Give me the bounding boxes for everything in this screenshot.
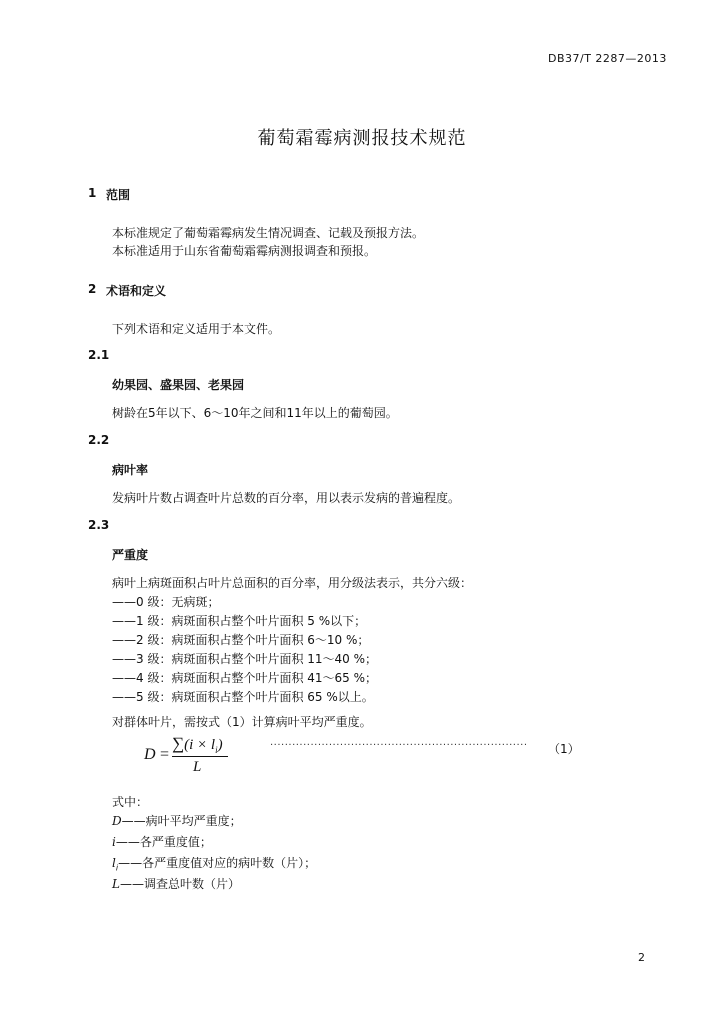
- clause-2-2-number: 2.2: [88, 433, 110, 447]
- where-item-L: [112, 875, 240, 892]
- section-1-heading: 范围: [106, 188, 131, 202]
- formula-leader-dots: ······································································: [270, 740, 528, 751]
- where-text: ——病叶平均严重度；: [121, 814, 242, 828]
- formula-lhs: D: [144, 746, 156, 763]
- where-text: ——调查总叶数（片）: [119, 877, 240, 891]
- clause-2-2-term: 病叶率: [112, 463, 149, 477]
- where-item-i: [112, 833, 212, 850]
- section-2-intro: 下列术语和定义适用于本文件。: [112, 322, 281, 336]
- section-1-paragraph-1: 本标准规定了葡萄霜霉病发生情况调查、记载及预报方法。: [112, 226, 425, 240]
- where-label: 式中：: [112, 795, 149, 809]
- document-title: 葡萄霜霉病测报技术规范: [257, 128, 467, 149]
- where-symbol: l: [112, 856, 116, 870]
- where-symbol: L: [112, 877, 120, 891]
- grade-1: ——1 级：病斑面积占整个叶片面积 5 %以下；: [112, 614, 367, 628]
- grade-0: ——0 级：无病斑；: [112, 595, 220, 609]
- grade-2: ——2 级：病斑面积占整个叶片面积 6～10 %；: [112, 633, 370, 647]
- severity-formula: [144, 734, 228, 780]
- clause-2-1-term: 幼果园、盛果园、老果园: [112, 378, 245, 392]
- where-symbol: D: [112, 814, 122, 828]
- clause-2-1-number: 2.1: [88, 348, 110, 362]
- numerator-close: ): [217, 737, 223, 753]
- formula-denominator: L: [193, 759, 202, 775]
- clause-2-3-number: 2.3: [88, 518, 110, 532]
- section-1-number: 1: [88, 186, 97, 200]
- formula-number: （1）: [548, 742, 580, 756]
- page-number: 2: [638, 951, 645, 964]
- where-item-D: [112, 812, 242, 829]
- standard-code: DB37/T 2287—2013: [548, 52, 667, 65]
- formula-intro: 对群体叶片，需按式（1）计算病叶平均严重度。: [112, 715, 372, 729]
- section-1-paragraph-2: 本标准适用于山东省葡萄霜霉病测报调查和预报。: [112, 244, 377, 258]
- section-2-number: 2: [88, 282, 97, 296]
- grade-4: ——4 级：病斑面积占整个叶片面积 41～65 %；: [112, 671, 378, 685]
- formula-numerator: [172, 734, 223, 755]
- clause-2-3-term: 严重度: [112, 548, 149, 562]
- section-2-heading: 术语和定义: [106, 284, 167, 298]
- grade-3: ——3 级：病斑面积占整个叶片面积 11～40 %；: [112, 652, 378, 666]
- where-text: ——各严重度值；: [115, 835, 212, 849]
- grade-5: ——5 级：病斑面积占整个叶片面积 65 %以上。: [112, 690, 374, 704]
- clause-2-1-definition: 树龄在5年以下、6～10年之间和11年以上的葡萄园。: [112, 406, 398, 420]
- where-text: ——各严重度值对应的病叶数（片）；: [118, 856, 317, 870]
- clause-2-2-definition: 发病叶片数占调查叶片总数的百分率，用以表示发病的普遍程度。: [112, 491, 461, 505]
- numerator-subscript: i: [215, 745, 218, 755]
- numerator-body: (i × l: [184, 737, 216, 753]
- formula-equals: =: [160, 746, 170, 763]
- fraction-bar: [172, 756, 228, 757]
- clause-2-3-definition: 病叶上病斑面积占叶片总面积的百分率，用分级法表示，共分六级：: [112, 576, 473, 590]
- where-symbol: i: [112, 835, 116, 849]
- where-subscript: i: [115, 863, 119, 873]
- where-item-li: [112, 854, 316, 872]
- sigma-symbol: ∑: [172, 734, 185, 753]
